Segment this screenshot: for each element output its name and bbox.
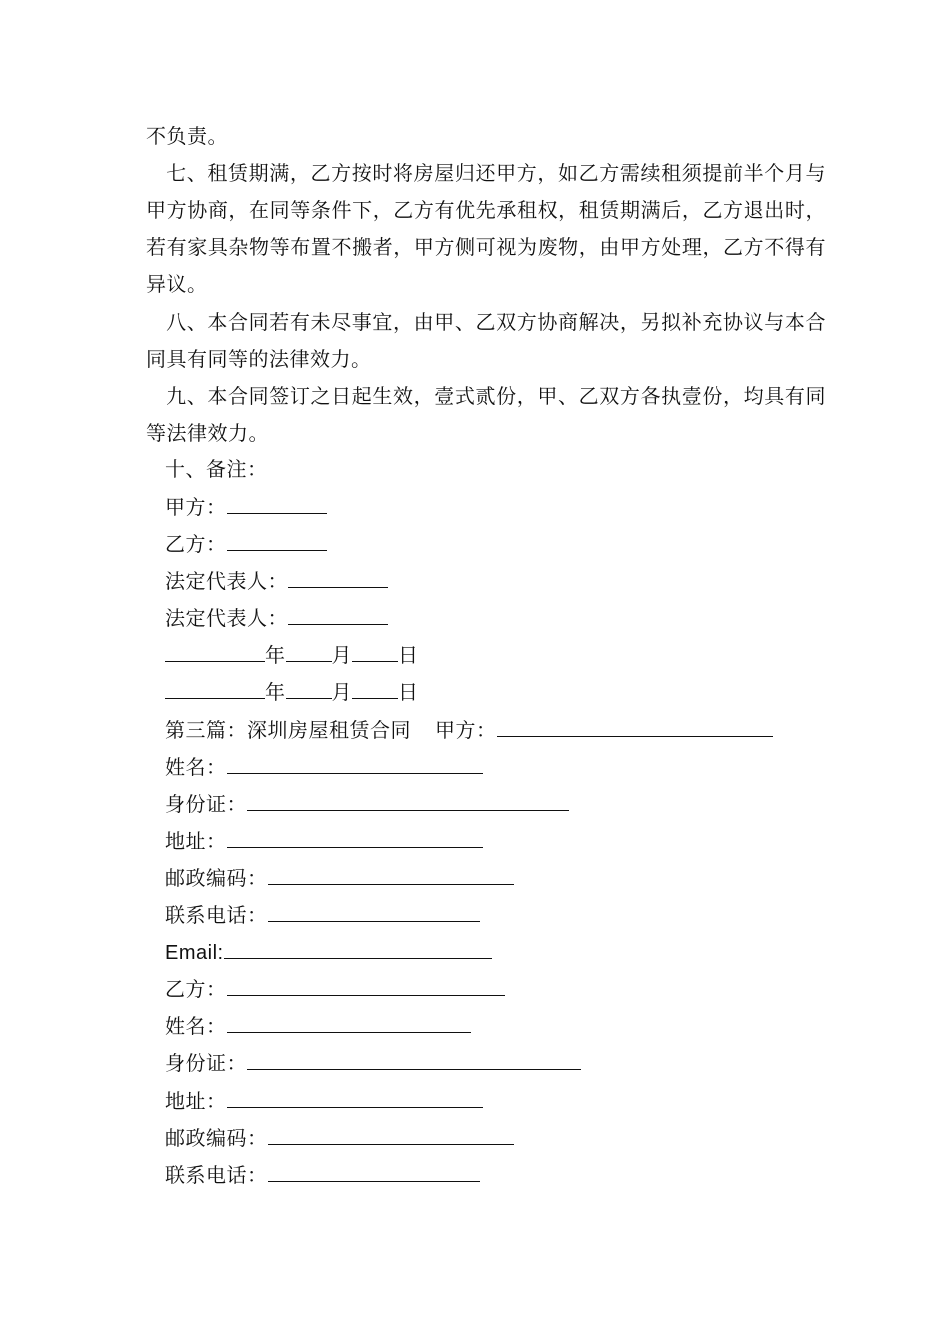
clause-9 (146, 378, 826, 452)
date-a-year-label: 年 (265, 643, 286, 667)
remarks-date-b (165, 678, 419, 705)
party-b-address-blank[interactable] (227, 1087, 483, 1108)
party-b-phone-blank[interactable] (268, 1161, 480, 1182)
party-a-email-label: Email: (165, 942, 224, 964)
party-a-phone-blank[interactable] (268, 901, 480, 922)
part3-title: 第三篇：深圳房屋租赁合同 (165, 718, 411, 742)
remarks-heading-text: 十、备注： (165, 457, 268, 481)
part3-party-b-label: 乙方： (165, 977, 227, 1001)
party-a-name-label: 姓名： (165, 755, 227, 779)
party-a-name-blank[interactable] (227, 753, 483, 774)
party-b-address-label: 地址： (165, 1089, 227, 1113)
party-a-name (165, 753, 483, 780)
remarks-party-a (165, 493, 327, 520)
date-a-year-blank[interactable] (165, 641, 265, 662)
party-b-name-label: 姓名： (165, 1014, 227, 1038)
clause-8 (146, 304, 826, 378)
party-a-id (165, 790, 569, 817)
remarks-legal-rep-a-label: 法定代表人： (165, 569, 288, 593)
clause-7-text: 七、租赁期满，乙方按时将房屋归还甲方，如乙方需续租须提前半个月与甲方协商，在同等条件下，乙方有优先承租权，租赁期满后，乙方退出时，若有家具杂物等布置不搬者，甲方侧可视为废物，由甲方处理，乙方不得有异议。 (146, 161, 826, 296)
remarks-legal-rep-b-blank[interactable] (288, 604, 388, 625)
part3-party-b (165, 975, 505, 1002)
date-b-day-blank[interactable] (352, 678, 398, 699)
party-a-id-blank[interactable] (247, 790, 569, 811)
part3-party-b-blank[interactable] (227, 975, 505, 996)
party-a-email (165, 938, 492, 966)
party-a-postcode-label: 邮政编码： (165, 866, 268, 890)
party-b-name (165, 1012, 471, 1039)
remarks-date-a (165, 641, 419, 668)
date-a-day-label: 日 (398, 643, 419, 667)
remarks-legal-rep-a (165, 567, 388, 594)
party-b-name-blank[interactable] (227, 1012, 471, 1033)
party-a-address-blank[interactable] (227, 827, 483, 848)
party-b-postcode (165, 1124, 514, 1151)
remarks-legal-rep-b (165, 604, 388, 631)
party-b-id (165, 1049, 581, 1076)
date-a-month-blank[interactable] (286, 641, 332, 662)
clause-continuation-text: 不负责。 (146, 124, 228, 148)
date-b-day-label: 日 (398, 680, 419, 704)
date-b-year-blank[interactable] (165, 678, 265, 699)
party-a-phone (165, 901, 480, 928)
clause-8-text: 八、本合同若有未尽事宜，由甲、乙双方协商解决，另拟补充协议与本合同具有同等的法律效力。 (146, 310, 826, 371)
remarks-party-b-label: 乙方： (165, 532, 227, 556)
party-b-address (165, 1087, 483, 1114)
remarks-legal-rep-a-blank[interactable] (288, 567, 388, 588)
remarks-party-b (165, 530, 327, 557)
party-b-postcode-blank[interactable] (268, 1124, 514, 1145)
part3-title-line (165, 716, 773, 743)
party-a-postcode (165, 864, 514, 891)
party-b-phone-label: 联系电话： (165, 1163, 268, 1187)
party-a-address (165, 827, 483, 854)
clause-7 (146, 155, 826, 303)
party-b-id-blank[interactable] (247, 1049, 581, 1070)
part3-party-a-label: 甲方： (435, 718, 497, 742)
date-b-month-blank[interactable] (286, 678, 332, 699)
remarks-party-a-blank[interactable] (227, 493, 327, 514)
party-b-phone (165, 1161, 480, 1188)
party-b-id-label: 身份证： (165, 1051, 247, 1075)
party-b-postcode-label: 邮政编码： (165, 1126, 268, 1150)
party-a-id-label: 身份证： (165, 792, 247, 816)
party-a-phone-label: 联系电话： (165, 903, 268, 927)
party-a-address-label: 地址： (165, 829, 227, 853)
party-a-email-blank[interactable] (224, 938, 492, 959)
remarks-party-b-blank[interactable] (227, 530, 327, 551)
date-b-year-label: 年 (265, 680, 286, 704)
remarks-heading (165, 456, 268, 482)
part3-party-a-blank[interactable] (497, 716, 773, 737)
remarks-party-a-label: 甲方： (165, 495, 227, 519)
party-a-postcode-blank[interactable] (268, 864, 514, 885)
date-a-day-blank[interactable] (352, 641, 398, 662)
clause-continuation (146, 118, 826, 155)
date-b-month-label: 月 (331, 680, 352, 704)
clause-9-text: 九、本合同签订之日起生效，壹式贰份，甲、乙双方各执壹份，均具有同等法律效力。 (146, 384, 826, 445)
remarks-legal-rep-b-label: 法定代表人： (165, 606, 288, 630)
date-a-month-label: 月 (331, 643, 352, 667)
